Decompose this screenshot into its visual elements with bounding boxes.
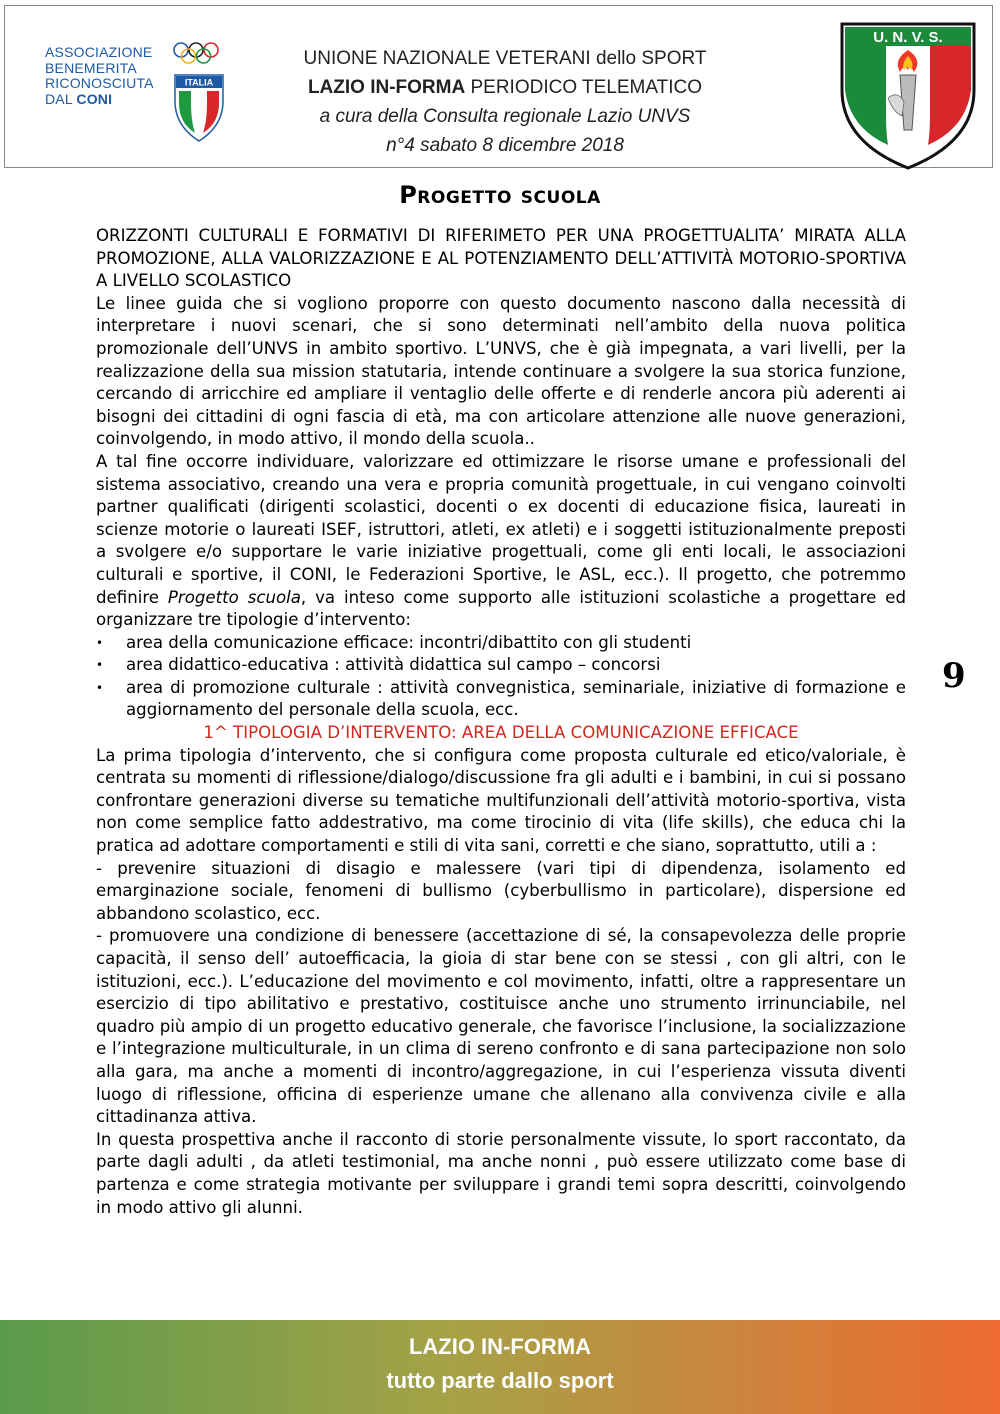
list-item: • area della comunicazione efficace: incontri/dibattito con gli studenti (96, 632, 906, 655)
coni-logo (45, 41, 245, 151)
header-line-1: UNIONE NAZIONALE VETERANI dello SPORT (303, 48, 707, 69)
bullet-icon: • (96, 635, 104, 650)
paragraph-2: A tal fine occorre individuare, valorizzare ed ottimizzare le risorse umane e professionali del sistema associativo, creando una vera e propria comunità progettuale, in cui vengano coinvolti partner qualificati (dirigenti scolastici, docenti o ex docenti di educazione fisica, laureati in scienze motorie o laureati ISEF, istruttori, atleti, ex atleti) e i soggetti istituzionalmente preposti a svolgere e/o supportare le varie iniziative progettuali, come gli enti locali, le associazioni culturali e sportive, il CONI, le Federazioni Sportive, le ASL, ecc.). Il progetto, che potremmo definire Progetto scuola, va inteso come supporto alle istituzioni scolastiche a progettare ed organizzare tre tipologie d’intervento: (96, 451, 906, 630)
section-heading: 1^ TIPOLOGIA D’INTERVENTO: AREA DELLA COMUNICAZIONE EFFICACE (203, 723, 799, 743)
page-number: 9 (942, 656, 966, 696)
bullet-icon: • (96, 658, 104, 673)
paragraph-3: La prima tipologia d’intervento, che si configura come proposta culturale ed etico/valoriale, è centrata su momenti di riflessione/dialogo/discussione fra gli adulti e i bambini, in cui si possano confrontare generazioni diverse su tematiche multifunzionali dell’attività motorio-sportiva, vista non come semplice fatto addestrativo, ma come tirocinio di vita (life skills), che educa chi la pratica ad adottare comportamenti e stili di vita sani, corretti e che siano, soprattutto, utili a : (96, 745, 906, 856)
header-line-2: LAZIO IN-FORMA PERIODICO TELEMATICO (307, 77, 703, 98)
coni-logo-line1: ASSOCIAZIONE (45, 44, 153, 60)
coni-logo-line3: RICONOSCIUTA (45, 75, 154, 91)
coni-logo-text (45, 45, 171, 107)
paragraph-4: - prevenire situazioni di disagio e malessere (vari tipi di dipendenza, isolamento ed emarginazione sociale, fenomeni di bullismo (cyberbullismo in particolare), dispersione ed abbandono scolastico, ecc. (96, 858, 906, 923)
list-item: • area di promozione culturale : attività convegnistica, seminariale, iniziative di formazione e aggiornamento del personale della scuola, ecc. (96, 677, 906, 720)
intervention-types-list (96, 632, 906, 722)
intro-heading: ORIZZONTI CULTURALI E FORMATIVI DI RIFERIMETO PER UNA PROGETTUALITA’ MIRATA ALLA PROMOZIONE, ALLA VALORIZZAZIONE E AL POTENZIAMENTO DELL’ATTIVITÀ MOTORIO-SPORTIVA A LIVELLO SCOLASTICO (96, 226, 906, 291)
footer-title: LAZIO IN-FORMA (408, 1334, 592, 1359)
coni-logo-line2: BENEMERITA (45, 59, 137, 76)
footer-banner (0, 1320, 1000, 1414)
olympic-rings-shield-icon (171, 41, 231, 146)
paragraph-6: In questa prospettiva anche il racconto di storie personalmente vissute, lo sport raccontato, da parte dagli adulti , da atleti testimonial, ma anche nonni , può essere utilizzato come base di partenza e come strategia motivante per sviluppare i grandi temi sopra descritti, coinvolgendo in modo attivo gli alunni. (96, 1129, 906, 1217)
footer-tagline: tutto parte dallo sport (386, 1368, 614, 1393)
article-body (96, 225, 906, 1219)
bullet-icon: • (96, 680, 104, 695)
header-line-4: n°4 sabato 8 dicembre 2018 (386, 135, 624, 156)
unvs-shield-logo (838, 20, 978, 172)
coni-logo-line4: DAL CONI (45, 90, 113, 107)
svg-text:U. N. V. S.: U. N. V. S. (873, 29, 943, 46)
header-box (4, 5, 993, 168)
paragraph-1: Le linee guida che si vogliono proporre con questo documento nascono dalla necessità di interpretare i nuovi scenari, che si sono determinati nell’ambito della nuova politica promozionale dell’UNVS in ambito sportivo. L’UNVS, che è già impegnata, a vari livelli, per la realizzazione della sua mission statutaria, intende continuare a svolgere la sua storica funzione, cercando di arricchire ed ampliare il ventaglio delle offerte e di renderle ancora più aderenti ai bisogni dei cittadini di ogni fascia di età, ma con articolare attenzione alle nuove generazioni, coinvolgendo, in modo attivo, il mondo della scuola.. (96, 293, 906, 449)
list-item: • area didattico-educativa : attività didattica sul campo – concorsi (96, 654, 906, 677)
header-line-3: a cura della Consulta regionale Lazio UNVS (319, 106, 691, 127)
header-title-block (255, 44, 755, 160)
paragraph-5: - promuovere una condizione di benessere (accettazione di sé, la consapevolezza delle proprie capacità, il senso dell’ autoefficacia, la gioia di star bene con se stessi , con gli altri, con le istituzioni, ecc.). L’educazione del movimento e col movimento, infatti, oltre a rappresentare un esercizio di tipo abilitativo e prestativo, costituisce anche uno strumento irrinunciabile, nel quadro più ampio di un progetto educativo generale, che favorisce l’inclusione, la socializzazione e l’integrazione multiculturale, in un clima di sereno confronto e di sana partecipazione non solo alla gara, ma anche a momenti di incontro/aggregazione, in cui l’esperienza vissuta diventi luogo di riflessione, officina di esperienze umane che allenano alla convivenza civile e alla cittadinanza attiva. (96, 926, 906, 1127)
svg-text:ITALIA: ITALIA (184, 77, 214, 88)
page-title: Progetto scuola (399, 181, 601, 209)
